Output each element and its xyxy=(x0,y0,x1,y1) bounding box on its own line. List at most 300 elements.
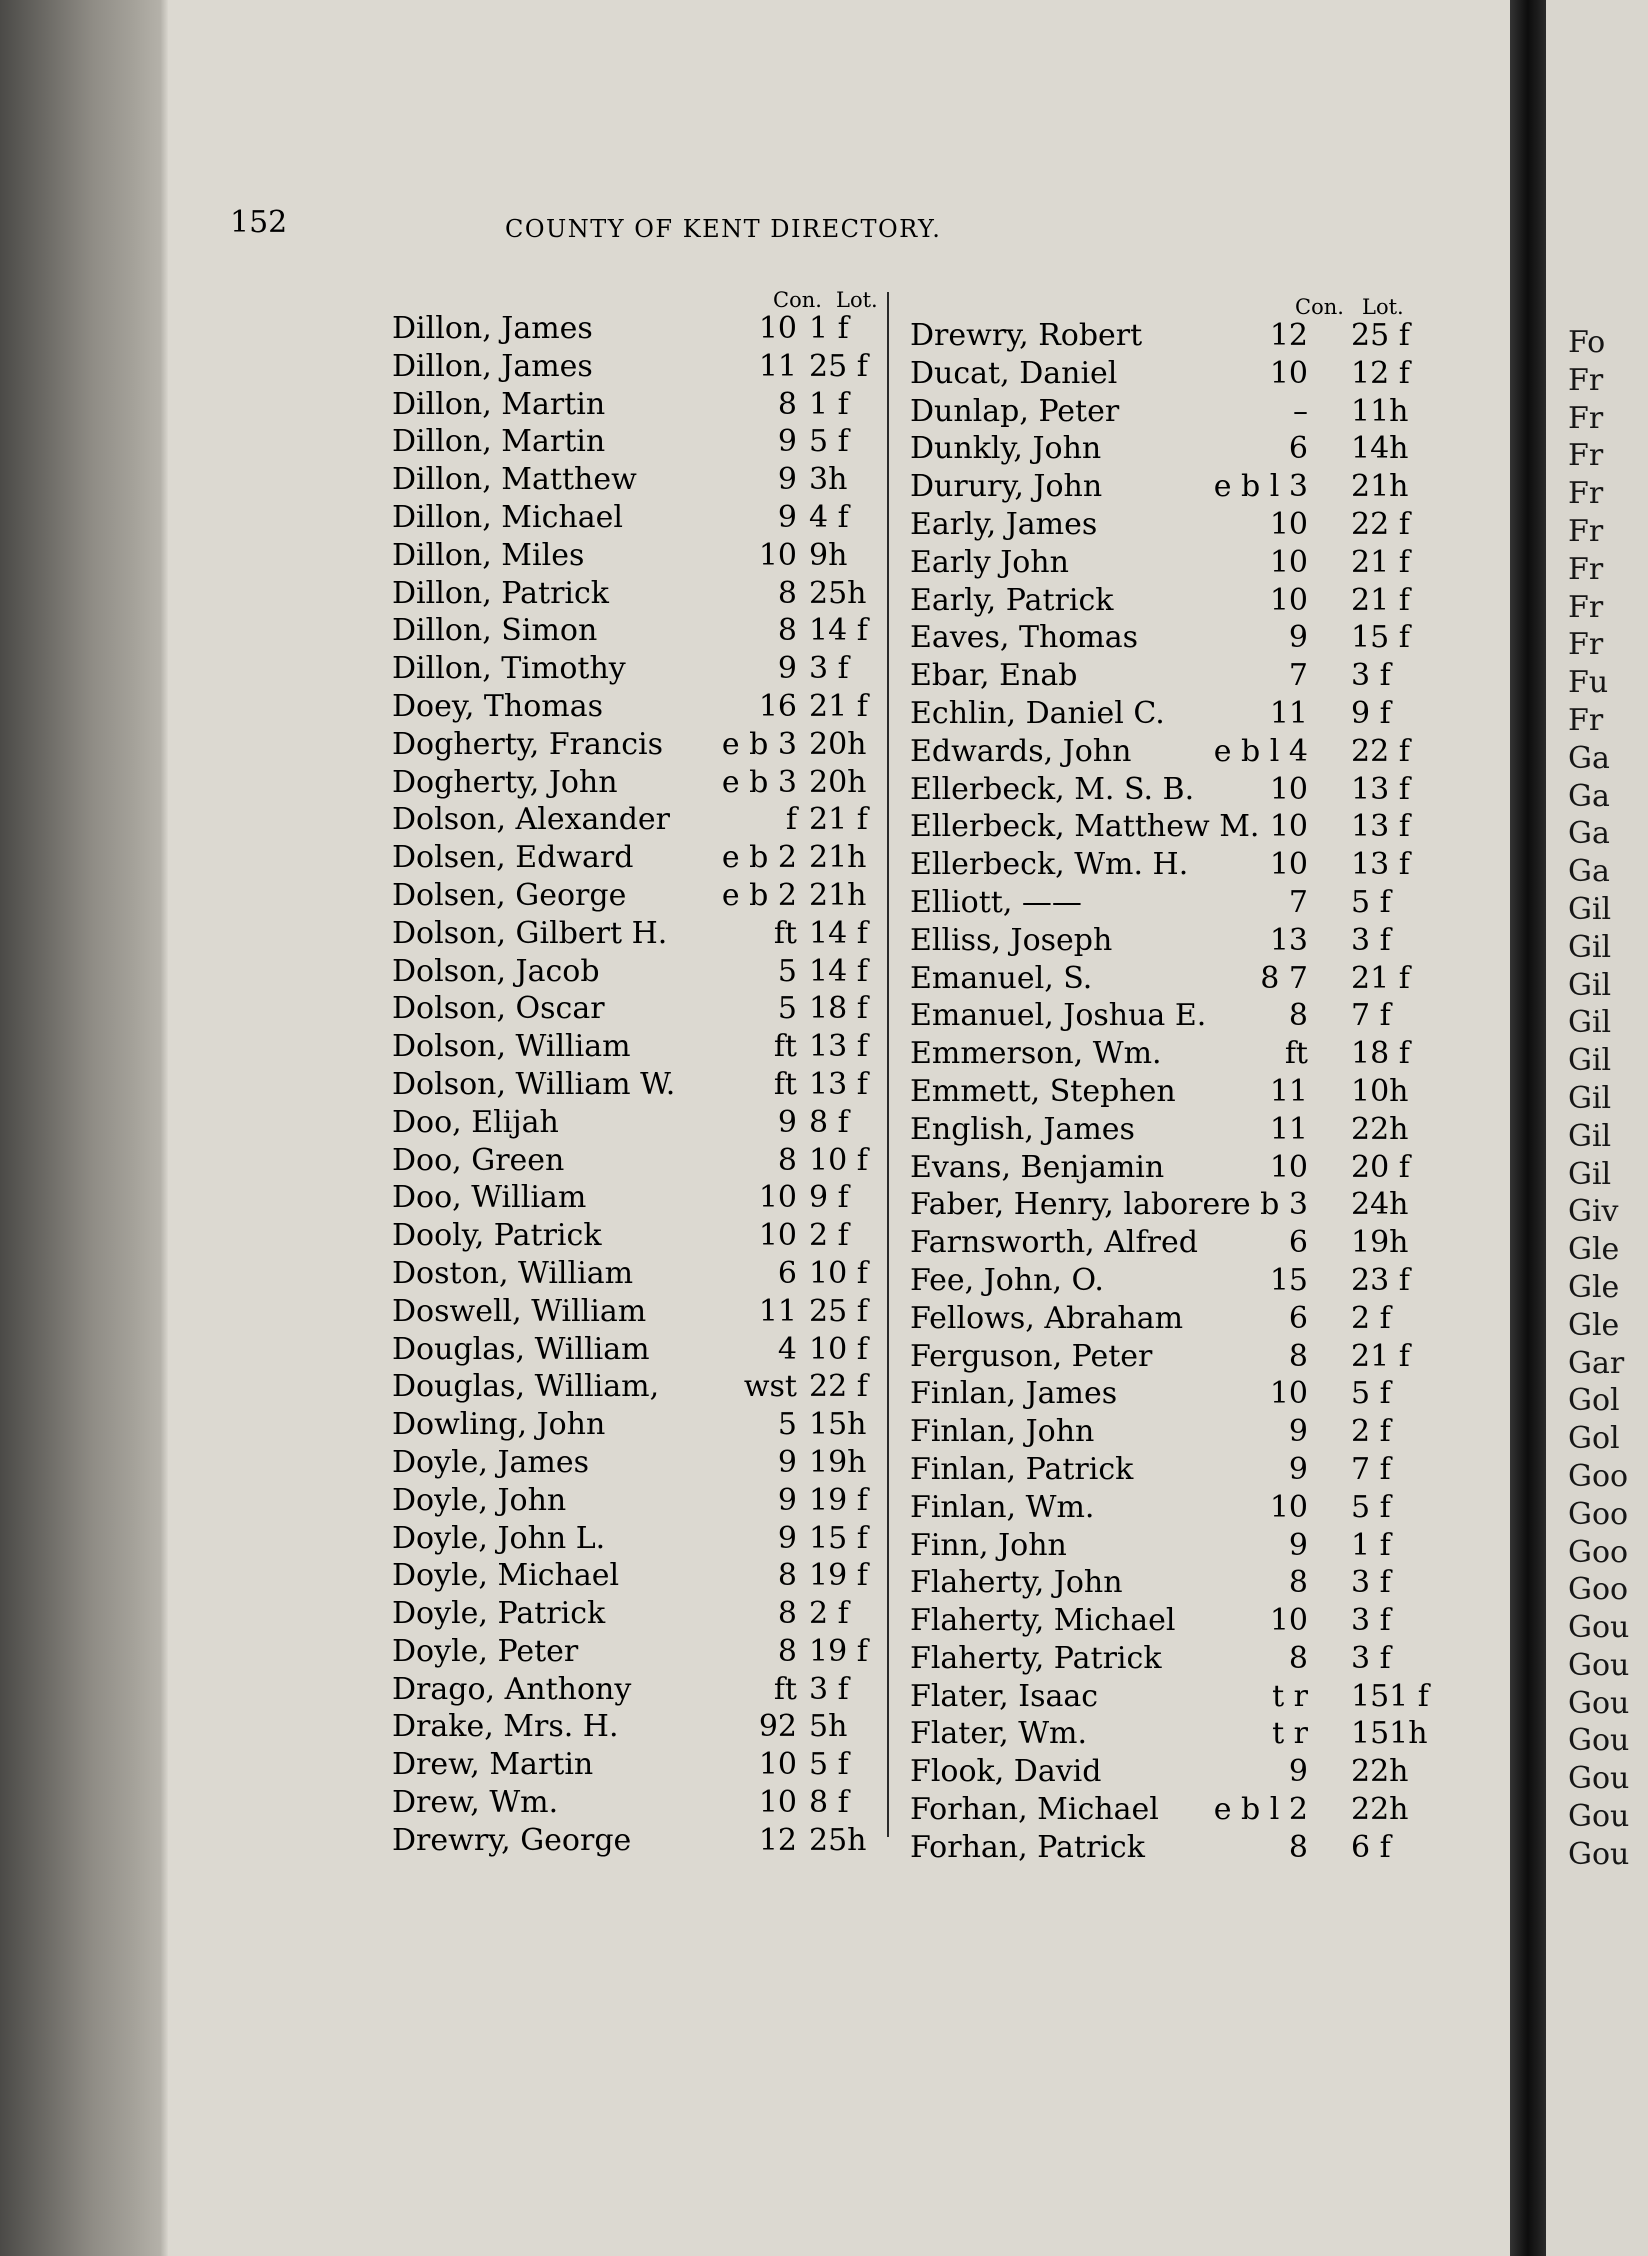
right-entry-row xyxy=(910,393,1420,431)
page-header xyxy=(230,205,1130,265)
concession-value: e b l 3 xyxy=(1213,469,1308,505)
lot-value: 13 f xyxy=(1351,809,1410,845)
concession-value: 10 xyxy=(758,311,797,346)
concession-value: ft xyxy=(773,1029,797,1065)
lot-value: 21 f xyxy=(1351,544,1410,580)
left-entry-column xyxy=(392,310,902,1860)
right-entry-row xyxy=(910,1413,1420,1451)
right-entry-row xyxy=(910,1375,1420,1413)
concession-value: 9 xyxy=(777,499,797,535)
concession-value: 10 xyxy=(1269,506,1308,542)
concession-value: ft xyxy=(773,1671,797,1707)
resident-name: Doyle, Peter xyxy=(392,1633,579,1669)
cut-off-entry-fragment: Fu xyxy=(1568,665,1609,701)
cut-off-entry-fragment: Fr xyxy=(1568,627,1604,663)
right-entry-row xyxy=(910,1149,1420,1187)
right-entry-row xyxy=(910,317,1420,355)
resident-name: Dogherty, Francis xyxy=(392,726,663,762)
concession-value: 10 xyxy=(1269,544,1308,580)
lot-value: 5 f xyxy=(1351,1489,1391,1525)
concession-value: t r xyxy=(1272,1678,1308,1714)
lot-value: 22 f xyxy=(1351,733,1410,769)
concession-value: 10 xyxy=(758,1785,797,1821)
concession-value: ft xyxy=(773,1066,797,1102)
lot-value: 3 f xyxy=(1351,1603,1391,1639)
right-entry-row xyxy=(910,1753,1420,1791)
lot-value: 13 f xyxy=(809,1029,868,1065)
left-entry-row xyxy=(392,1331,902,1369)
concession-value: ft xyxy=(773,915,797,951)
lot-value: 2 f xyxy=(1351,1300,1391,1336)
lot-value: 25h xyxy=(809,1822,867,1858)
left-entry-row xyxy=(392,310,902,348)
concession-value: 6 xyxy=(1288,1225,1308,1261)
left-entry-row xyxy=(392,990,902,1028)
left-entry-row xyxy=(392,423,902,461)
resident-name: Forhan, Michael xyxy=(910,1792,1159,1828)
resident-name: Dogherty, John xyxy=(392,764,618,800)
right-entry-row xyxy=(910,430,1420,468)
resident-name: Dillon, Martin xyxy=(392,424,606,460)
left-entry-row xyxy=(392,1104,902,1142)
concession-value: 10 xyxy=(1269,1489,1308,1525)
lot-value: 20h xyxy=(809,726,867,762)
lot-value: 21h xyxy=(1351,469,1409,505)
resident-name: Finlan, John xyxy=(910,1414,1095,1450)
left-entry-row xyxy=(392,1784,902,1822)
resident-name: Ellerbeck, M. S. B. xyxy=(910,771,1195,807)
left-entry-row xyxy=(392,1255,902,1293)
resident-name: Dillon, Michael xyxy=(392,499,623,535)
left-entry-row xyxy=(392,348,902,386)
resident-name: Dolson, Jacob xyxy=(392,953,600,989)
left-entry-row xyxy=(392,1595,902,1633)
concession-value: 11 xyxy=(1269,695,1308,731)
concession-value: 10 xyxy=(1269,809,1308,845)
right-entry-row xyxy=(910,1640,1420,1678)
cut-off-entry-fragment: Gil xyxy=(1568,929,1612,965)
lot-value: 18 f xyxy=(1351,1036,1410,1072)
concession-value: 5 xyxy=(777,991,797,1027)
resident-name: Echlin, Daniel C. xyxy=(910,695,1165,731)
resident-name: Dunkly, John xyxy=(910,431,1102,467)
resident-name: Flaherty, Patrick xyxy=(910,1640,1162,1676)
resident-name: Drew, Wm. xyxy=(392,1785,559,1821)
lot-value: 21h xyxy=(809,877,867,913)
concession-value: 5 xyxy=(777,1407,797,1443)
lot-value: 5 f xyxy=(1351,1376,1391,1412)
concession-value: 10 xyxy=(1269,771,1308,807)
right-entry-row xyxy=(910,1035,1420,1073)
lot-value: 8 f xyxy=(809,1104,849,1140)
resident-name: Flater, Wm. xyxy=(910,1716,1088,1752)
right-entry-row xyxy=(910,1224,1420,1262)
lot-value: 10 f xyxy=(809,1142,868,1178)
right-entry-row xyxy=(910,1602,1420,1640)
left-entry-row xyxy=(392,1217,902,1255)
lot-value: 2 f xyxy=(809,1218,849,1254)
concession-value: wst xyxy=(743,1369,797,1405)
lot-value: 15 f xyxy=(809,1520,868,1556)
lot-value: 21 f xyxy=(1351,582,1410,618)
concession-value: 6 xyxy=(1288,1300,1308,1336)
lot-value: 3 f xyxy=(809,651,849,687)
resident-name: Faber, Henry, laborer xyxy=(910,1187,1235,1223)
concession-value: 10 xyxy=(758,537,797,573)
concession-value: 11 xyxy=(758,348,797,384)
right-entry-row xyxy=(910,695,1420,733)
concession-value: ft xyxy=(1284,1036,1308,1072)
right-entry-row xyxy=(910,1489,1420,1527)
cut-off-entry-fragment: Gil xyxy=(1568,1156,1612,1192)
resident-name: Douglas, William xyxy=(392,1331,650,1367)
lot-value: 151h xyxy=(1351,1716,1428,1752)
concession-value: 9 xyxy=(1288,620,1308,656)
lot-value: 19 f xyxy=(809,1633,868,1669)
resident-name: Flaherty, Michael xyxy=(910,1603,1176,1639)
page-number: 152 xyxy=(230,205,288,240)
resident-name: Dowling, John xyxy=(392,1407,606,1443)
resident-name: Doo, Elijah xyxy=(392,1104,559,1140)
resident-name: Emmerson, Wm. xyxy=(910,1036,1162,1072)
lot-value: 25h xyxy=(809,575,867,611)
lot-value: 3 f xyxy=(1351,1640,1391,1676)
resident-name: Doyle, Michael xyxy=(392,1558,620,1594)
resident-name: Dillon, James xyxy=(392,348,593,384)
cut-off-entry-fragment: Fr xyxy=(1568,400,1604,436)
right-entry-row xyxy=(910,1527,1420,1565)
concession-value: 11 xyxy=(1269,1073,1308,1109)
right-entry-row xyxy=(910,922,1420,960)
resident-name: Doey, Thomas xyxy=(392,688,604,724)
concession-value: 8 xyxy=(777,386,797,422)
concession-value: 7 xyxy=(1288,884,1308,920)
right-entry-row xyxy=(910,1829,1420,1867)
right-entry-row xyxy=(910,808,1420,846)
right-entry-column xyxy=(910,317,1429,1867)
resident-name: Emanuel, Joshua E. xyxy=(910,998,1207,1034)
right-entry-row xyxy=(910,544,1420,582)
lot-value: 10 f xyxy=(809,1331,868,1367)
left-entry-row xyxy=(392,1671,902,1709)
cut-off-entry-fragment: Fr xyxy=(1568,476,1604,512)
resident-name: English, James xyxy=(910,1111,1135,1147)
concession-value: 10 xyxy=(758,1180,797,1216)
lot-value: 1 f xyxy=(809,386,849,422)
cut-off-entry-fragment: Fr xyxy=(1568,589,1604,625)
concession-value: 8 7 xyxy=(1260,960,1308,996)
lot-value: 8 f xyxy=(809,1785,849,1821)
cut-off-entry-fragment: Gou xyxy=(1568,1836,1630,1872)
resident-name: Dooly, Patrick xyxy=(392,1218,602,1254)
resident-name: Fee, John, O. xyxy=(910,1262,1104,1298)
cut-off-entry-fragment: Gou xyxy=(1568,1799,1630,1835)
lot-value: 7 f xyxy=(1351,1451,1391,1487)
resident-name: Dillon, Timothy xyxy=(392,651,626,687)
concession-value: 10 xyxy=(758,1747,797,1783)
cut-off-entry-fragment: Gil xyxy=(1568,1005,1612,1041)
concession-value: 5 xyxy=(777,953,797,989)
resident-name: Dolson, Oscar xyxy=(392,991,605,1027)
lot-value: 14 f xyxy=(809,915,868,951)
lot-value: 2 f xyxy=(1351,1414,1391,1450)
concession-value: 92 xyxy=(758,1709,797,1745)
cut-off-entry-fragment: Fr xyxy=(1568,702,1604,738)
resident-name: Dolson, Gilbert H. xyxy=(392,915,668,951)
adjacent-page-edge xyxy=(1546,0,1648,2256)
right-entry-row xyxy=(910,1564,1420,1602)
resident-name: Finlan, Patrick xyxy=(910,1451,1134,1487)
right-entry-row xyxy=(910,1111,1420,1149)
resident-name: Drago, Anthony xyxy=(392,1671,632,1707)
lot-value: 10 f xyxy=(809,1255,868,1291)
concession-value: e b l 2 xyxy=(1213,1792,1308,1828)
resident-name: Dillon, Martin xyxy=(392,386,606,422)
right-entry-row xyxy=(910,1186,1420,1224)
resident-name: Dolson, William W. xyxy=(392,1066,676,1102)
lot-value: 5h xyxy=(809,1709,848,1745)
resident-name: Edwards, John xyxy=(910,733,1132,769)
concession-value: 9 xyxy=(1288,1527,1308,1563)
concession-value: 9 xyxy=(777,1444,797,1480)
concession-value: e b 3 xyxy=(721,726,797,762)
resident-name: Forhan, Patrick xyxy=(910,1829,1145,1865)
concession-value: e b 2 xyxy=(721,877,797,913)
lot-value: 22 f xyxy=(809,1369,868,1405)
concession-value: 7 xyxy=(1288,658,1308,694)
resident-name: Emanuel, S. xyxy=(910,960,1093,996)
cut-off-entry-fragment: Gar xyxy=(1568,1345,1625,1381)
resident-name: Doyle, John xyxy=(392,1482,567,1518)
concession-value: 9 xyxy=(1288,1414,1308,1450)
right-entry-row xyxy=(910,960,1420,998)
right-entry-row xyxy=(910,468,1420,506)
lot-value: 14 f xyxy=(809,613,868,649)
left-entry-row xyxy=(392,499,902,537)
resident-name: Dolsen, Edward xyxy=(392,840,634,876)
lot-value: 21 f xyxy=(1351,960,1410,996)
resident-name: Early, James xyxy=(910,506,1098,542)
concession-value: 9 xyxy=(777,1520,797,1556)
resident-name: Elliott, —— xyxy=(910,884,1082,920)
left-entry-row xyxy=(392,1028,902,1066)
concession-value: 4 xyxy=(777,1331,797,1367)
left-entry-row xyxy=(392,915,902,953)
left-entry-row xyxy=(392,1293,902,1331)
concession-value: 8 xyxy=(777,1558,797,1594)
concession-value: 13 xyxy=(1269,922,1308,958)
concession-value: 10 xyxy=(758,1218,797,1254)
lot-value: 22h xyxy=(1351,1792,1409,1828)
cut-off-entry-fragment: Gil xyxy=(1568,1080,1612,1116)
right-entry-row xyxy=(910,1678,1429,1716)
lot-value: 22h xyxy=(1351,1111,1409,1147)
cut-off-entry-fragment: Goo xyxy=(1568,1458,1629,1494)
left-entry-row xyxy=(392,688,902,726)
lot-value: 3 f xyxy=(809,1671,849,1707)
lot-value: 21 f xyxy=(809,688,868,724)
right-con-header: Con. xyxy=(1295,295,1344,319)
left-entry-row xyxy=(392,575,902,613)
cut-off-entry-fragment: Ga xyxy=(1568,740,1610,776)
left-entry-row xyxy=(392,1482,902,1520)
resident-name: Elliss, Joseph xyxy=(910,922,1113,958)
concession-value: 8 xyxy=(1288,1565,1308,1601)
resident-name: Finn, John xyxy=(910,1527,1067,1563)
left-entry-row xyxy=(392,1822,902,1860)
left-entry-row xyxy=(392,1066,902,1104)
lot-value: 19h xyxy=(1351,1225,1409,1261)
lot-value: 18 f xyxy=(809,991,868,1027)
lot-value: 9 f xyxy=(809,1180,849,1216)
concession-value: 9 xyxy=(777,1104,797,1140)
resident-name: Drake, Mrs. H. xyxy=(392,1709,619,1745)
concession-value: 8 xyxy=(777,1142,797,1178)
book-gutter xyxy=(1510,0,1546,2256)
lot-value: 3 f xyxy=(1351,922,1391,958)
resident-name: Dunlap, Peter xyxy=(910,393,1120,429)
concession-value: 15 xyxy=(1269,1262,1308,1298)
lot-value: 13 f xyxy=(809,1066,868,1102)
cut-off-entry-fragment: Gle xyxy=(1568,1269,1620,1305)
cut-off-entry-fragment: Ga xyxy=(1568,778,1610,814)
lot-value: 7 f xyxy=(1351,998,1391,1034)
lot-value: 151 f xyxy=(1351,1678,1429,1714)
concession-value: 8 xyxy=(1288,1338,1308,1374)
cut-off-entry-fragment: Goo xyxy=(1568,1572,1629,1608)
concession-value: 10 xyxy=(1269,582,1308,618)
resident-name: Early John xyxy=(910,544,1069,580)
resident-name: Doo, Green xyxy=(392,1142,565,1178)
cut-off-entry-fragment: Gil xyxy=(1568,891,1612,927)
concession-value: 10 xyxy=(1269,1376,1308,1412)
cut-off-entry-fragment: Fr xyxy=(1568,513,1604,549)
lot-value: 19 f xyxy=(809,1482,868,1518)
concession-value: 9 xyxy=(777,651,797,687)
concession-value: – xyxy=(1293,393,1308,429)
cut-off-entry-fragment: Gol xyxy=(1568,1383,1620,1419)
cut-off-entry-fragment: Gil xyxy=(1568,1118,1612,1154)
resident-name: Finlan, James xyxy=(910,1376,1118,1412)
lot-value: 13 f xyxy=(1351,771,1410,807)
left-entry-row xyxy=(392,1368,902,1406)
concession-value: 8 xyxy=(777,1633,797,1669)
left-entry-row xyxy=(392,1746,902,1784)
resident-name: Dolson, William xyxy=(392,1029,631,1065)
page-title: COUNTY OF KENT DIRECTORY. xyxy=(505,215,942,243)
resident-name: Dillon, Simon xyxy=(392,613,598,649)
lot-value: 5 f xyxy=(1351,884,1391,920)
concession-value: 11 xyxy=(1269,1111,1308,1147)
lot-value: 15 f xyxy=(1351,620,1410,656)
concession-value: 12 xyxy=(758,1822,797,1858)
lot-value: 3 f xyxy=(1351,1565,1391,1601)
left-entry-row xyxy=(392,1557,902,1595)
cut-off-entry-fragment: Gol xyxy=(1568,1421,1620,1457)
concession-value: 10 xyxy=(1269,847,1308,883)
right-entry-row xyxy=(910,771,1420,809)
concession-value: 9 xyxy=(1288,1754,1308,1790)
resident-name: Dolson, Alexander xyxy=(392,802,670,838)
cut-off-entry-fragment: Gle xyxy=(1568,1307,1620,1343)
lot-value: 9 f xyxy=(1351,695,1391,731)
concession-value: 9 xyxy=(777,424,797,460)
lot-value: 3h xyxy=(809,462,848,498)
resident-name: Doyle, Patrick xyxy=(392,1596,606,1632)
concession-value: t r xyxy=(1272,1716,1308,1752)
right-entry-row xyxy=(910,884,1420,922)
left-con-header: Con. xyxy=(773,288,822,312)
lot-value: 21h xyxy=(809,840,867,876)
lot-value: 12 f xyxy=(1351,355,1410,391)
left-entry-row xyxy=(392,1406,902,1444)
concession-value: e b 2 xyxy=(721,840,797,876)
concession-value: 11 xyxy=(758,1293,797,1329)
lot-value: 6 f xyxy=(1351,1829,1391,1865)
lot-value: 2 f xyxy=(809,1596,849,1632)
lot-value: 20h xyxy=(809,764,867,800)
concession-value: 12 xyxy=(1269,318,1308,353)
resident-name: Eaves, Thomas xyxy=(910,620,1139,656)
resident-name: Ellerbeck, Wm. H. xyxy=(910,847,1189,883)
lot-value: 9h xyxy=(809,537,848,573)
left-entry-row xyxy=(392,1520,902,1558)
concession-value: 9 xyxy=(1288,1451,1308,1487)
concession-value: 16 xyxy=(758,688,797,724)
resident-name: Ferguson, Peter xyxy=(910,1338,1153,1374)
cut-off-entry-fragment: Gle xyxy=(1568,1232,1620,1268)
cut-off-entry-fragment: Giv xyxy=(1568,1194,1619,1230)
concession-value: 8 xyxy=(1288,998,1308,1034)
cut-off-entry-fragment: Fr xyxy=(1568,362,1604,398)
left-entry-row xyxy=(392,877,902,915)
resident-name: Flaherty, John xyxy=(910,1565,1123,1601)
left-entry-row xyxy=(392,839,902,877)
right-lot-header: Lot. xyxy=(1362,295,1404,319)
right-entry-row xyxy=(910,733,1420,771)
left-entry-row xyxy=(392,1444,902,1482)
resident-name: Flook, David xyxy=(910,1754,1102,1790)
lot-value: 3 f xyxy=(1351,658,1391,694)
right-entry-row xyxy=(910,1791,1420,1829)
resident-name: Dillon, Patrick xyxy=(392,575,609,611)
left-entry-row xyxy=(392,650,902,688)
resident-name: Ellerbeck, Matthew M. xyxy=(910,809,1260,845)
concession-value: 10 xyxy=(1269,1603,1308,1639)
concession-value: f xyxy=(785,802,797,838)
concession-value: 8 xyxy=(1288,1829,1308,1865)
concession-value: 6 xyxy=(1288,431,1308,467)
left-entry-row xyxy=(392,1633,902,1671)
resident-name: Dillon, Miles xyxy=(392,537,585,573)
left-entry-row xyxy=(392,764,902,802)
concession-value: 10 xyxy=(1269,1149,1308,1185)
right-entry-row xyxy=(910,1338,1420,1376)
lot-value: 21 f xyxy=(809,802,868,838)
cut-off-entry-fragment: Gou xyxy=(1568,1647,1630,1683)
lot-value: 19h xyxy=(809,1444,867,1480)
lot-value: 21 f xyxy=(1351,1338,1410,1374)
resident-name: Ducat, Daniel xyxy=(910,355,1118,391)
resident-name: Drewry, George xyxy=(392,1822,632,1858)
cut-off-entry-fragment: Goo xyxy=(1568,1496,1629,1532)
left-entry-row xyxy=(392,1142,902,1180)
concession-value: e b 3 xyxy=(721,764,797,800)
lot-value: 5 f xyxy=(809,424,849,460)
lot-value: 24h xyxy=(1351,1187,1409,1223)
cut-off-entry-fragment: Ga xyxy=(1568,854,1610,890)
resident-name: Early, Patrick xyxy=(910,582,1114,618)
